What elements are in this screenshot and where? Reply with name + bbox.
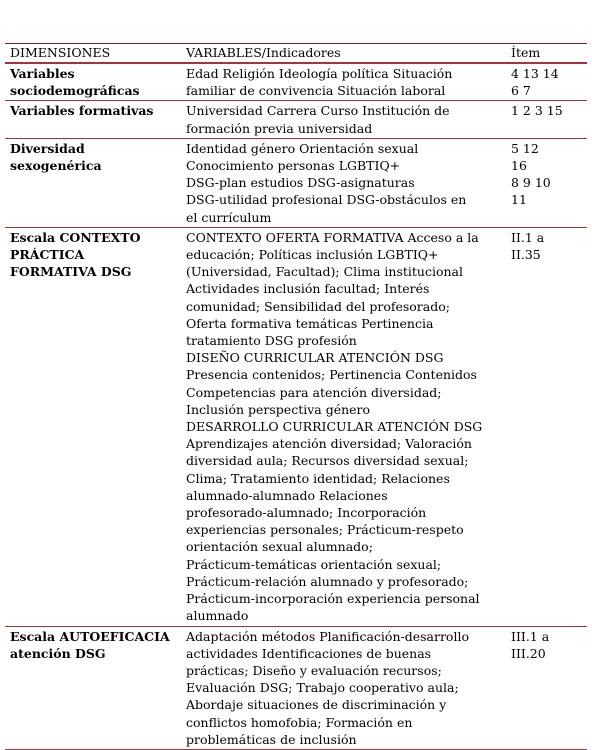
variables-cell-line: DSG-plan estudios DSG-asignaturas bbox=[186, 175, 415, 191]
variables-cell-line: Prácticum-incorporación experiencia personal bbox=[186, 591, 480, 607]
items-cell bbox=[504, 65, 587, 99]
dimension-cell bbox=[5, 65, 182, 99]
dimension-cell bbox=[5, 102, 182, 136]
dimension-cell-line: sexogenérica bbox=[10, 158, 102, 174]
variables-cell-line: Abordaje situaciones de discriminación y bbox=[186, 697, 447, 713]
dimension-cell bbox=[5, 229, 182, 625]
variables-cell-line: Aprendizajes atención diversidad; Valoración bbox=[186, 436, 472, 452]
dimensions-table bbox=[5, 43, 587, 750]
variables-cell-line: prácticas; Diseño y evaluación recursos; bbox=[186, 662, 442, 678]
variables-cell-line: Prácticum-relación alumnado y profesorado; bbox=[186, 573, 469, 589]
variables-cell-line: alumnado-alumnado Relaciones bbox=[186, 487, 388, 503]
items-cell bbox=[504, 140, 587, 226]
items-cell bbox=[504, 628, 587, 748]
variables-cell-line: (Universidad, Facultad); Clima institucional bbox=[186, 264, 463, 280]
items-cell-line: III.20 bbox=[511, 645, 546, 661]
variables-cell-line: educación; Políticas inclusión LGBTIQ+ bbox=[186, 247, 439, 263]
variables-cell-line: Oferta formativa temáticas Pertinencia bbox=[186, 315, 434, 331]
header-dimensiones: DIMENSIONES bbox=[10, 45, 111, 60]
variables-cell bbox=[182, 140, 504, 226]
variables-cell-line: familiar de convivencia Situación laboral bbox=[186, 83, 446, 99]
variables-cell-line: conflictos homofobia; Formación en bbox=[186, 714, 413, 730]
variables-cell-line: Inclusión perspectiva género bbox=[186, 401, 371, 417]
items-cell-line: 5 12 bbox=[511, 140, 539, 156]
header-variables: VARIABLES/Indicadores bbox=[186, 45, 341, 60]
variables-cell-line: orientación sexual alumnado; bbox=[186, 539, 373, 555]
variables-cell-line: experiencias personales; Prácticum-respeto bbox=[186, 522, 464, 538]
variables-cell-line: Competencias para atención diversidad; bbox=[186, 384, 442, 400]
table-body bbox=[5, 63, 587, 750]
dimension-cell-line: atención DSG bbox=[10, 645, 106, 661]
items-cell-line: 16 bbox=[511, 158, 527, 174]
items-cell-line: 11 bbox=[511, 192, 527, 208]
items-cell-line: 8 9 10 bbox=[511, 175, 551, 191]
dimension-cell-line: Variables formativas bbox=[10, 103, 154, 119]
variables-cell-line: formación previa universidad bbox=[186, 120, 373, 136]
variables-cell-line: DESARROLLO CURRICULAR ATENCIÓN DSG bbox=[186, 419, 483, 435]
variables-cell-line: comunidad; Sensibilidad del profesorado; bbox=[186, 298, 450, 314]
variables-cell bbox=[182, 628, 504, 748]
variables-cell-line: DSG-utilidad profesional DSG-obstáculos en bbox=[186, 192, 467, 208]
variables-cell-line: tratamiento DSG profesión bbox=[186, 333, 357, 349]
variables-cell-line: Presencia contenidos; Pertinencia Contenidos bbox=[186, 367, 477, 383]
variables-cell-line: CONTEXTO OFERTA FORMATIVA Acceso a la bbox=[186, 229, 479, 245]
items-cell-line: II.35 bbox=[511, 247, 541, 263]
table-row bbox=[5, 63, 587, 100]
variables-cell-line: Conocimiento personas LGBTIQ+ bbox=[186, 158, 401, 174]
dimension-cell-line: sociodemográficas bbox=[10, 83, 140, 99]
items-cell bbox=[504, 229, 587, 625]
variables-cell bbox=[182, 102, 504, 136]
variables-cell-line: problemáticas de inclusión bbox=[186, 731, 357, 747]
table-row bbox=[5, 138, 587, 227]
dimension-cell bbox=[5, 628, 182, 748]
header-item: Ítem bbox=[511, 45, 541, 60]
variables-cell-line: Clima; Tratamiento identidad; Relaciones bbox=[186, 470, 450, 486]
dimension-cell-line: Variables bbox=[10, 66, 75, 81]
items-cell-line: 6 7 bbox=[511, 83, 531, 99]
variables-cell-line: DISEÑO CURRICULAR ATENCIÓN DSG bbox=[186, 350, 444, 366]
variables-cell-line: el currículum bbox=[186, 209, 272, 225]
dimension-cell-line: FORMATIVA DSG bbox=[10, 264, 132, 280]
variables-cell-line: Identidad género Orientación sexual bbox=[186, 140, 419, 156]
items-cell bbox=[504, 102, 587, 136]
items-cell-line: II.1 a bbox=[511, 229, 545, 245]
table-row bbox=[5, 100, 587, 137]
variables-cell bbox=[182, 229, 504, 625]
variables-cell-line: actividades Identificaciones de buenas bbox=[186, 645, 432, 661]
dimension-cell-line: Diversidad bbox=[10, 140, 85, 156]
items-cell-line: 4 13 14 bbox=[511, 66, 559, 81]
items-cell-line: 1 2 3 15 bbox=[511, 103, 563, 119]
dimension-cell-line: PRÁCTICA bbox=[10, 247, 85, 263]
variables-cell-line: Universidad Carrera Curso Institución de bbox=[186, 103, 450, 119]
variables-cell-line: Edad Religión Ideología política Situación bbox=[186, 66, 453, 81]
variables-cell-line: diversidad aula; Recursos diversidad sexual; bbox=[186, 453, 469, 469]
table-header-row bbox=[5, 43, 587, 63]
variables-cell-line: alumnado bbox=[186, 608, 249, 624]
variables-cell-line: Prácticum-temáticas orientación sexual; bbox=[186, 556, 442, 572]
dimension-cell-line: Escala AUTOEFICACIA bbox=[10, 628, 170, 644]
table-row bbox=[5, 227, 587, 626]
variables-cell-line: Adaptación métodos Planificación-desarrollo bbox=[186, 628, 469, 644]
dimension-cell-line: Escala CONTEXTO bbox=[10, 229, 141, 245]
variables-cell-line: Evaluación DSG; Trabajo cooperativo aula; bbox=[186, 680, 459, 696]
variables-cell-line: Actividades inclusión facultad; Interés bbox=[186, 281, 430, 297]
table-row bbox=[5, 626, 587, 750]
dimension-cell bbox=[5, 140, 182, 226]
items-cell-line: III.1 a bbox=[511, 628, 550, 644]
variables-cell bbox=[182, 65, 504, 99]
variables-cell-line: profesorado-alumnado; Incorporación bbox=[186, 505, 427, 521]
